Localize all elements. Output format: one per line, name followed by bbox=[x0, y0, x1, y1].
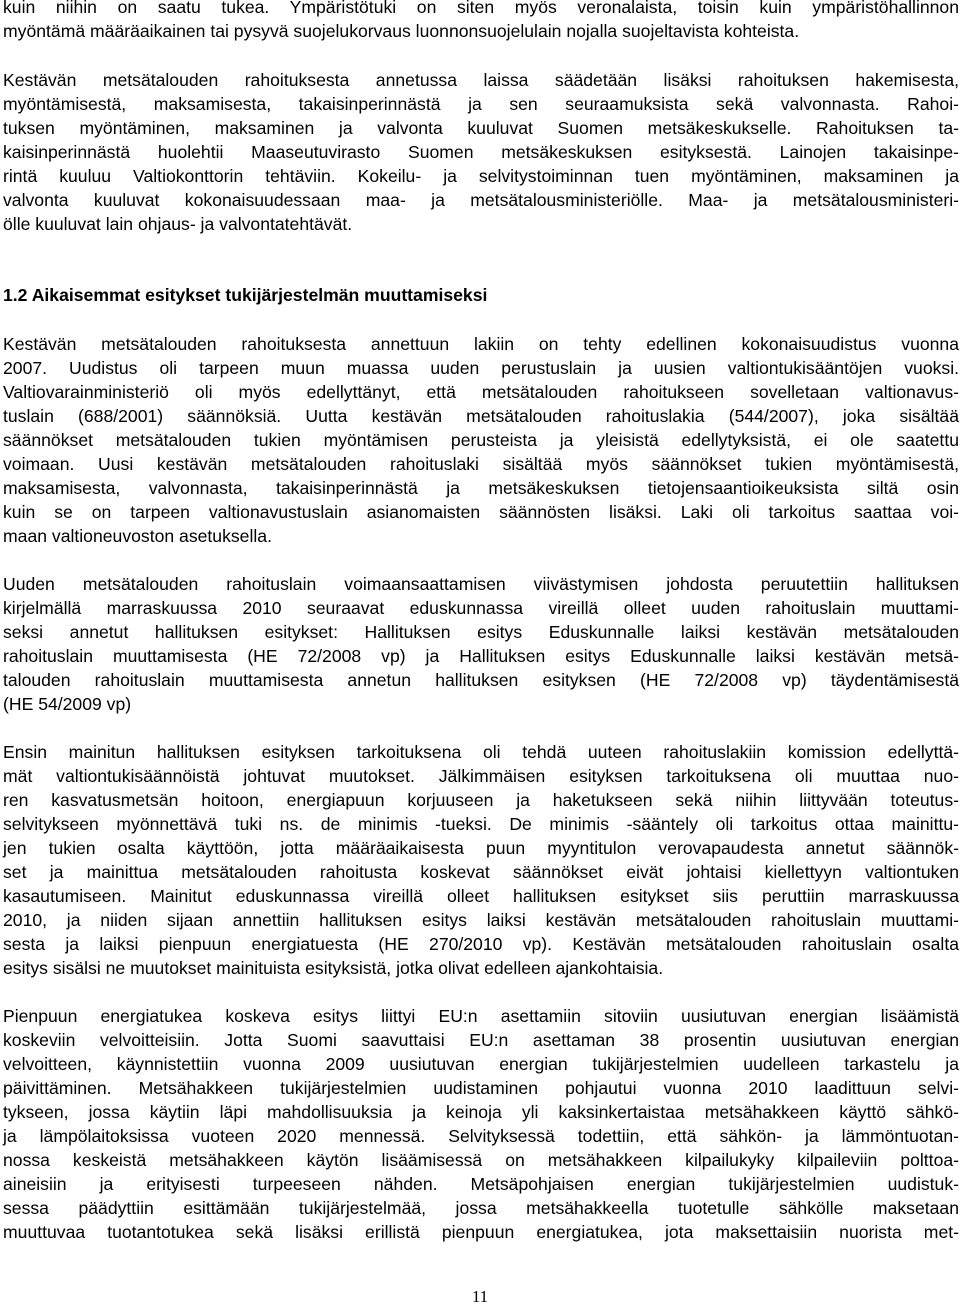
text-line: ren kasvatusmetsän hoitoon, energiapuun korjuuseen ja haketukseen sekä niihin liittyvään toteutus- bbox=[3, 790, 959, 810]
page-number: 11 bbox=[471, 1287, 489, 1306]
text-line: myöntämisestä, maksamisesta, takaisinperinnästä ja sen seuraamuksista sekä valvonnasta. Rahoi- bbox=[3, 94, 959, 114]
text-line: Valtiovarainministeriö oli myös edellyttänyt, että metsätalouden rahoitukseen sovelletaan valtionavus- bbox=[3, 382, 959, 402]
text-line: Kestävän metsätalouden rahoituksesta annetussa laissa säädetään lisäksi rahoituksen hakemisesta, bbox=[3, 70, 959, 90]
text-line: maan valtioneuvoston asetuksella. bbox=[3, 526, 272, 546]
text-line: kirjelmällä marraskuussa 2010 seuraavat eduskunnassa vireillä olleet uuden rahoituslain muuttami- bbox=[3, 598, 959, 618]
section-heading: 1.2 Aikaisemmat esitykset tukijärjestelmän muuttamiseksi bbox=[3, 285, 488, 305]
paragraph bbox=[3, 332, 959, 548]
text-line: muuttuvaa tuotantotukea sekä lisäksi erillistä pienpuun energiatukea, jota maksettaisiin nuorista met- bbox=[3, 1222, 959, 1242]
text-line: rintä kuuluu Valtiokonttorin tehtäviin. Kokeilu- ja selvitystoiminnan tuen myöntäminen, maksaminen ja bbox=[3, 166, 959, 186]
text-line: Kestävän metsätalouden rahoituksesta annettuun lakiin on tehty edellinen kokonaisuudistus vuonna bbox=[3, 334, 959, 354]
text-line: säännökset metsätalouden tukien myöntämisen perusteista ja yleisistä edellytyksistä, ei ole saatettu bbox=[3, 430, 959, 450]
paragraph bbox=[3, 1004, 959, 1244]
text-line: (HE 54/2009 vp) bbox=[3, 694, 132, 714]
text-line: voimaan. Uusi kestävän metsätalouden rahoituslaki sisältää myös säännökset tukien myöntämisestä, bbox=[3, 454, 959, 474]
text-line: Pienpuun energiatukea koskeva esitys liittyi EU:n asettamiin sitoviin uusiutuvan energian lisäämistä bbox=[3, 1006, 959, 1026]
text-line: Uuden metsätalouden rahoituslain voimaansaattamisen viivästymisen johdosta peruutettiin hallituksen bbox=[3, 574, 959, 594]
text-line: valvonta kuuluvat kokonaisuudessaan maa- ja metsätalousministeriölle. Maa- ja metsätalousministeri- bbox=[3, 190, 959, 210]
text-line: jen tukien osalta käyttöön, jotta määräaikaisesta puun myyntitulon verovapaudesta annetut säännök- bbox=[3, 838, 959, 858]
text-line: kuin niihin on saatu tukea. Ympäristötuki on siten myös veronalaista, toisin kuin ympäristöhallinnon bbox=[3, 0, 959, 17]
text-line: koskeviin velvoitteisiin. Jotta Suomi saavuttaisi EU:n asettaman 38 prosentin uusiutuvan energian bbox=[3, 1030, 959, 1050]
text-line: esitys sisälsi ne muutokset mainituista esityksistä, jotka olivat edelleen ajankohtaisia. bbox=[3, 958, 664, 978]
text-line: ölle kuuluvat lain ohjaus- ja valvontatehtävät. bbox=[3, 214, 353, 234]
text-line: tuslain (688/2001) säännöksiä. Uutta kestävän metsätalouden rahoituslakia (544/2007), joka sisältää bbox=[3, 406, 959, 426]
text-line: kasautumiseen. Mainitut eduskunnassa vireillä olleet hallituksen esitykset siis peruttiin marraskuussa bbox=[3, 886, 959, 906]
text-line: aineisiin ja erityisesti turpeeseen nähden. Metsäpohjaisen energian tukijärjestelmien uudistuk- bbox=[3, 1174, 959, 1194]
text-line: nossa keskeistä metsähakkeen käytön lisäämisessä on metsähakkeen kilpailukyky kilpaileviin polttoa- bbox=[3, 1150, 959, 1170]
text-line: 2007. Uudistus oli tarpeen muun muassa uuden perustuslain ja uusien valtiontukisääntöjen vuoksi. bbox=[3, 358, 959, 378]
text-line: velvoitteen, käynnistettiin vuonna 2009 uusiutuvan energian tukijärjestelmien uudelleen tarkastelu ja bbox=[3, 1054, 959, 1074]
text-line: sessa päädyttiin esittämään tukijärjestelmää, jossa metsähakkeella tuotetulle sähkölle maksetaan bbox=[3, 1198, 959, 1218]
text-line: tykseen, jossa käytiin läpi mahdollisuuksia ja keinoja yli kaksinkertaistaa metsähakkeen käyttö sähkö- bbox=[3, 1102, 959, 1122]
text-line: maksamisesta, valvonnasta, takaisinperinnästä ja metsäkeskuksen tietojensaantioikeuksista siltä osin bbox=[3, 478, 959, 498]
text-line: set ja mainittua metsätalouden rahoitusta koskevat säännökset eivät johtaisi kiellettyyn valtiontuken bbox=[3, 862, 959, 882]
text-line: talouden rahoituslain muuttamisesta annetun hallituksen esityksen (HE 72/2008 vp) täydentämisestä bbox=[3, 670, 959, 690]
text-line: myöntämä määräaikainen tai pysyvä suojelukorvaus luonnonsuojelulain nojalla suojeltavista kohteista. bbox=[3, 21, 800, 41]
paragraph bbox=[3, 572, 959, 716]
text-line: mät valtiontukisäännöistä johtuvat muutokset. Jälkimmäisen esityksen tarkoituksena oli muuttaa nuo- bbox=[3, 766, 959, 786]
text-line: päivittäminen. Metsähakkeen tukijärjestelmien uudistaminen pohjautui vuonna 2010 laadittuun selvi- bbox=[3, 1078, 959, 1098]
text-line: tuksen myöntäminen, maksaminen ja valvonta kuuluvat Suomen metsäkeskukselle. Rahoituksen ta- bbox=[3, 118, 959, 138]
paragraph bbox=[3, 740, 959, 980]
paragraph bbox=[3, 0, 959, 43]
text-line: rahoituslain muuttamisesta (HE 72/2008 vp) ja Hallituksen esitys Eduskunnalle laiksi kestävän metsä- bbox=[3, 646, 959, 666]
text-line: sesta ja laiksi pienpuun energiatuesta (HE 270/2010 vp). Kestävän metsätalouden rahoituslain osalta bbox=[3, 934, 959, 954]
text-line: seksi annetut hallituksen esitykset: Hallituksen esitys Eduskunnalle laiksi kestävän metsätalouden bbox=[3, 622, 959, 642]
text-line: kaisinperinnästä huolehtii Maaseutuvirasto Suomen metsäkeskuksen esityksestä. Lainojen takaisinpe- bbox=[3, 142, 959, 162]
text-line: 2010, ja niiden sijaan annettiin hallituksen esitys laiksi kestävän metsätalouden rahoituslain muuttami- bbox=[3, 910, 959, 930]
paragraph bbox=[3, 68, 959, 236]
text-line: kuin se on tarpeen valtionavustuslain asianomaisten säännösten lisäksi. Laki oli tarkoitus saattaa voi- bbox=[3, 502, 959, 522]
text-line: selvitykseen myönnettävä tuki ns. de minimis -tueksi. De minimis -sääntely oli tarkoitus ottaa mainittu- bbox=[3, 814, 959, 834]
text-line: Ensin mainitun hallituksen esityksen tarkoituksena oli tehdä uuteen rahoituslakiin komission edellyttä- bbox=[3, 742, 959, 762]
text-line: ja lämpölaitoksissa vuoteen 2020 mennessä. Selvityksessä todettiin, että sähkön- ja lämmöntuotan- bbox=[3, 1126, 959, 1146]
